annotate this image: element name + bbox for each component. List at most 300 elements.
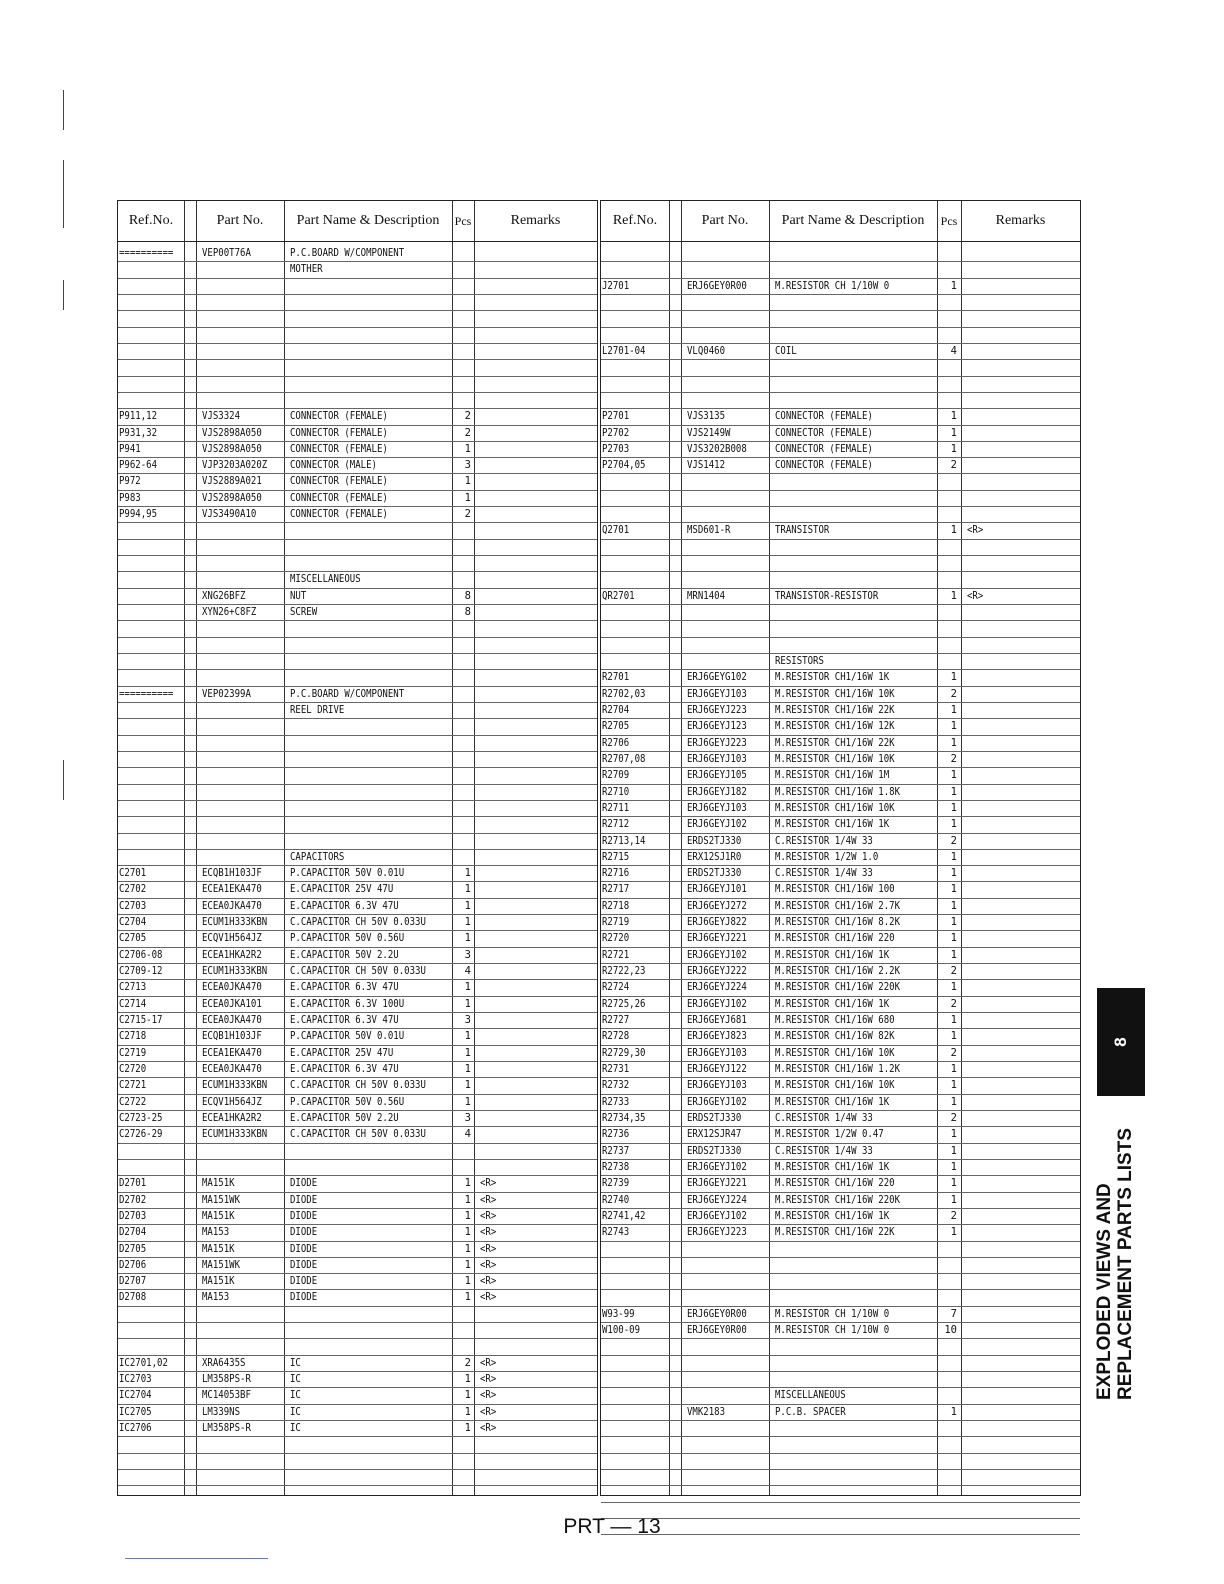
cell-remarks — [967, 784, 1053, 800]
cell-remarks — [480, 865, 566, 881]
cell-desc: CONNECTOR (FEMALE) — [290, 491, 388, 504]
cell-ref — [119, 522, 183, 538]
header-desc: Part Name & Description — [296, 213, 440, 228]
cell-part: MC14053BF — [202, 1389, 251, 1402]
cell-part — [687, 1355, 766, 1371]
cell-desc: CONNECTOR (FEMALE) — [290, 442, 388, 455]
cell-desc: MOTHER — [290, 263, 323, 276]
cell-pcs — [452, 686, 471, 702]
cell-ref — [602, 1241, 667, 1257]
cell-ref — [119, 327, 183, 343]
cell-ref — [119, 539, 183, 555]
cell-part: VJS1412 — [687, 459, 726, 472]
cell-remarks — [480, 816, 566, 832]
cell-desc: P.CAPACITOR 50V 0.01U — [290, 1030, 405, 1043]
cell-desc: C.RESISTOR 1/4W 33 — [775, 1111, 873, 1124]
cell-ref: R2732 — [602, 1079, 630, 1092]
cell-pcs — [452, 359, 471, 375]
cell-pcs — [937, 506, 957, 522]
cell-ref: R2701 — [602, 671, 630, 684]
cell-desc — [775, 1257, 938, 1273]
cell-remarks — [967, 408, 1053, 424]
cell-part — [202, 261, 281, 277]
cell-part — [687, 294, 766, 310]
cell-desc: M.RESISTOR CH 1/10W 0 — [775, 1324, 890, 1337]
cell-remarks — [480, 963, 566, 979]
cell-ref: R2741,42 — [602, 1209, 646, 1222]
cell-part: MA151K — [202, 1275, 235, 1288]
cell-part — [687, 376, 766, 392]
cell-remarks — [967, 1257, 1053, 1273]
cell-remarks — [480, 555, 566, 571]
cell-desc: M.RESISTOR CH1/16W 1K — [775, 1095, 890, 1108]
cell-part: VEP02399A — [202, 687, 251, 700]
cell-part: ERX12SJ1R0 — [687, 850, 742, 863]
cell-ref — [602, 1485, 667, 1501]
cell-remarks — [967, 278, 1053, 294]
cell-pcs — [937, 1420, 957, 1436]
cell-remarks — [480, 539, 566, 555]
cell-pcs: 1 — [464, 883, 471, 896]
cell-desc: P.C.BOARD W/COMPONENT — [290, 247, 405, 259]
cell-remarks — [967, 702, 1053, 718]
cell-ref — [119, 751, 183, 767]
cell-pcs: 1 — [950, 883, 957, 896]
cell-ref — [602, 1273, 667, 1289]
cell-ref — [119, 669, 183, 685]
cell-pcs: 1 — [950, 1128, 957, 1141]
cell-pcs: 2 — [950, 459, 957, 472]
cell-part: ERDS2TJ330 — [687, 1111, 742, 1124]
cell-remarks: <R> — [480, 1291, 497, 1304]
cell-desc — [290, 669, 453, 685]
cell-part: ECEA1EKA470 — [202, 1046, 262, 1059]
cell-part: VLQ0460 — [687, 344, 726, 357]
header-part: Part No. — [701, 213, 749, 228]
cell-part: ECUM1H333KBN — [202, 1079, 268, 1092]
cell-desc — [290, 392, 453, 408]
cell-part: VJS2898A050 — [202, 426, 262, 439]
cell-ref — [119, 1322, 183, 1338]
cell-desc: M.RESISTOR CH1/16W 1K — [775, 671, 890, 684]
cell-part: VJS2898A050 — [202, 491, 262, 504]
cell-pcs — [937, 294, 957, 310]
cell-remarks — [480, 718, 566, 734]
cell-ref: C2706-08 — [119, 948, 163, 961]
header-ref: Ref.No. — [128, 213, 174, 228]
cell-desc: E.CAPACITOR 6.3V 47U — [290, 1063, 399, 1075]
cell-remarks — [967, 849, 1053, 865]
cell-desc — [290, 620, 453, 636]
cell-part: XRA6435S — [202, 1356, 246, 1369]
cell-pcs — [937, 1289, 957, 1305]
header-part: Part No. — [216, 213, 264, 228]
cell-pcs: 1 — [950, 1160, 957, 1173]
cell-desc: M.RESISTOR CH1/16W 10K — [775, 1046, 895, 1059]
cell-desc — [290, 1436, 453, 1452]
cell-ref — [602, 1453, 667, 1469]
cell-remarks — [480, 767, 566, 783]
cell-desc — [775, 1338, 938, 1354]
cell-remarks — [480, 686, 566, 702]
cell-desc: M.RESISTOR CH1/16W 22K — [775, 736, 895, 749]
cell-ref — [119, 816, 183, 832]
parts-table-left — [117, 200, 598, 1496]
cell-ref — [602, 620, 667, 636]
cell-ref: C2723-25 — [119, 1111, 163, 1124]
cell-ref: P972 — [119, 475, 141, 488]
cell-ref: C2709-12 — [119, 965, 163, 978]
cell-pcs — [452, 718, 471, 734]
cell-pcs — [937, 653, 957, 669]
cell-desc: P.C.B. SPACER — [775, 1405, 846, 1418]
cell-ref — [602, 604, 667, 620]
cell-remarks — [480, 1012, 566, 1028]
cell-part — [687, 506, 766, 522]
cell-part — [687, 620, 766, 636]
cell-ref: R2727 — [602, 1014, 630, 1027]
cell-ref — [602, 392, 667, 408]
cell-desc — [290, 359, 453, 375]
cell-desc: CAPACITORS — [290, 850, 345, 863]
cell-desc — [290, 278, 453, 294]
cell-pcs — [452, 620, 471, 636]
cell-pcs — [937, 1469, 957, 1485]
cell-desc: M.RESISTOR CH1/16W 10K — [775, 752, 895, 765]
cell-pcs: 1 — [464, 932, 471, 945]
cell-ref: P983 — [119, 491, 141, 504]
cell-remarks — [480, 310, 566, 326]
cell-ref — [119, 784, 183, 800]
cell-remarks — [967, 327, 1053, 343]
cell-part — [202, 849, 281, 865]
cell-ref — [602, 473, 667, 489]
cell-ref — [602, 490, 667, 506]
cell-ref — [119, 1306, 183, 1322]
cell-ref — [602, 555, 667, 571]
cell-pcs — [452, 1143, 471, 1159]
cell-pcs — [452, 522, 471, 538]
cell-pcs — [937, 555, 957, 571]
cell-remarks — [967, 1224, 1053, 1240]
cell-ref: P2702 — [602, 426, 630, 439]
cell-remarks — [967, 963, 1053, 979]
cell-desc: M.RESISTOR CH1/16W 2.7K — [775, 899, 901, 912]
header-desc: Part Name & Description — [781, 213, 925, 228]
cell-remarks — [480, 702, 566, 718]
cell-part: XYN26+C8FZ — [202, 606, 257, 619]
section-title-line2: REPLACEMENT PARTS LISTS — [1115, 1128, 1136, 1400]
cell-remarks: <R> — [480, 1226, 497, 1239]
cell-pcs — [937, 539, 957, 555]
cell-part: ERDS2TJ330 — [687, 834, 742, 847]
cell-desc: DIODE — [290, 1177, 318, 1190]
cell-part: ERJ6GEYJ223 — [687, 736, 747, 749]
cell-pcs — [452, 735, 471, 751]
cell-pcs: 1 — [464, 1046, 471, 1059]
cell-ref — [119, 294, 183, 310]
cell-remarks — [967, 1094, 1053, 1110]
cell-part — [687, 1387, 766, 1403]
cell-part — [687, 571, 766, 587]
cell-ref: R2731 — [602, 1063, 630, 1075]
cell-remarks — [480, 1436, 566, 1452]
cell-remarks — [967, 539, 1053, 555]
cell-ref — [119, 702, 183, 718]
cell-ref — [119, 1143, 183, 1159]
cell-remarks — [480, 278, 566, 294]
cell-desc: P.CAPACITOR 50V 0.56U — [290, 932, 405, 945]
cell-pcs: 2 — [950, 752, 957, 765]
cell-pcs — [937, 327, 957, 343]
cell-desc — [775, 604, 938, 620]
cell-remarks — [480, 441, 566, 457]
cell-pcs: 1 — [464, 491, 471, 504]
cell-ref — [602, 327, 667, 343]
page-number: PRT — 13 — [563, 1515, 661, 1538]
cell-desc: COIL — [775, 344, 797, 357]
cell-remarks — [480, 800, 566, 816]
cell-desc — [290, 1453, 453, 1469]
cell-part — [202, 1453, 281, 1469]
cell-pcs: 4 — [950, 344, 957, 357]
cell-ref — [119, 1338, 183, 1354]
cell-part — [202, 735, 281, 751]
cell-part — [202, 1306, 281, 1322]
cell-ref — [602, 245, 667, 261]
cell-pcs — [937, 1257, 957, 1273]
cell-pcs — [937, 1371, 957, 1387]
cell-pcs — [452, 343, 471, 359]
cell-remarks — [480, 881, 566, 897]
cell-remarks: <R> — [480, 1242, 497, 1255]
cell-desc — [775, 1485, 938, 1501]
cell-ref: R2704 — [602, 703, 630, 716]
cell-pcs — [452, 294, 471, 310]
cell-pcs: 1 — [950, 1095, 957, 1108]
cell-pcs — [452, 816, 471, 832]
cell-pcs: 2 — [950, 834, 957, 847]
cell-ref: R2716 — [602, 867, 630, 880]
cell-desc: M.RESISTOR CH1/16W 220K — [775, 981, 901, 994]
cell-ref — [119, 1469, 183, 1485]
cell-pcs: 2 — [464, 410, 471, 423]
cell-part: VJS3324 — [202, 410, 241, 423]
cell-remarks — [480, 1061, 566, 1077]
cell-pcs — [937, 1273, 957, 1289]
cell-ref — [119, 571, 183, 587]
cell-pcs — [937, 1436, 957, 1452]
cell-remarks — [967, 359, 1053, 375]
cell-pcs — [937, 473, 957, 489]
cell-ref: P2703 — [602, 442, 630, 455]
cell-remarks — [967, 1077, 1053, 1093]
cell-remarks — [967, 245, 1053, 261]
cell-remarks — [480, 343, 566, 359]
cell-ref — [119, 376, 183, 392]
cell-pcs — [937, 1241, 957, 1257]
cell-pcs: 1 — [464, 899, 471, 912]
cell-part — [202, 833, 281, 849]
cell-remarks — [480, 1159, 566, 1175]
cell-ref: IC2704 — [119, 1389, 152, 1402]
cell-ref: D2705 — [119, 1242, 147, 1255]
cell-desc — [290, 653, 453, 669]
cell-pcs — [452, 1159, 471, 1175]
cell-pcs — [937, 359, 957, 375]
cell-desc — [290, 718, 453, 734]
cell-remarks: <R> — [480, 1258, 497, 1271]
cell-remarks — [967, 751, 1053, 767]
cell-part: VJS3202B008 — [687, 442, 747, 455]
cell-part: LM358PS-R — [202, 1373, 251, 1386]
cell-pcs — [452, 1322, 471, 1338]
cell-pcs: 1 — [950, 1193, 957, 1206]
cell-remarks — [480, 1453, 566, 1469]
cell-ref — [119, 359, 183, 375]
cell-ref — [119, 637, 183, 653]
cell-pcs — [452, 310, 471, 326]
cell-part: ERJ6GEY0R00 — [687, 279, 747, 292]
cell-remarks — [967, 718, 1053, 734]
cell-pcs: 4 — [464, 965, 471, 978]
cell-ref — [602, 261, 667, 277]
cell-remarks — [480, 1338, 566, 1354]
cell-pcs — [452, 261, 471, 277]
cell-remarks — [967, 930, 1053, 946]
cell-remarks: <R> — [480, 1177, 497, 1190]
cell-desc: M.RESISTOR CH1/16W 12K — [775, 720, 895, 733]
cell-remarks — [967, 1273, 1053, 1289]
cell-ref — [119, 849, 183, 865]
cell-ref: C2714 — [119, 997, 147, 1010]
cell-part: ERJ6GEYJ123 — [687, 720, 747, 733]
row-rule — [118, 1485, 597, 1486]
margin-mark — [63, 90, 64, 130]
cell-pcs: 2 — [950, 965, 957, 978]
cell-pcs — [937, 1338, 957, 1354]
cell-desc: M.RESISTOR CH1/16W 1M — [775, 769, 890, 782]
cell-part: ECQB1H103JF — [202, 1030, 262, 1043]
cell-ref: D2701 — [119, 1177, 147, 1190]
cell-desc: C.CAPACITOR CH 50V 0.033U — [290, 1079, 426, 1092]
cell-part: ERJ6GEYJ681 — [687, 1014, 747, 1027]
cell-part — [687, 604, 766, 620]
cell-part: ERJ6GEYJ103 — [687, 687, 747, 700]
header-remarks: Remarks — [995, 213, 1046, 228]
cell-desc: IC — [290, 1405, 301, 1418]
cell-part — [202, 376, 281, 392]
cell-ref: C2719 — [119, 1046, 147, 1059]
cell-part: ECEA0JKA101 — [202, 997, 262, 1010]
cell-pcs — [452, 702, 471, 718]
cell-ref — [119, 310, 183, 326]
cell-pcs: 1 — [950, 948, 957, 961]
cell-ref: J2701 — [602, 279, 630, 292]
cell-ref: R2734,35 — [602, 1111, 646, 1124]
cell-pcs — [452, 1436, 471, 1452]
cell-remarks: <R> — [967, 589, 984, 602]
cell-pcs: 2 — [950, 997, 957, 1010]
cell-pcs: 1 — [950, 1079, 957, 1092]
cell-part: VJS3135 — [687, 410, 726, 423]
cell-desc: M.RESISTOR CH1/16W 1.2K — [775, 1063, 901, 1075]
cell-remarks — [480, 376, 566, 392]
cell-pcs: 1 — [950, 1405, 957, 1418]
cell-remarks — [967, 996, 1053, 1012]
header-pcs: Pcs — [454, 214, 472, 228]
cell-remarks — [967, 555, 1053, 571]
cell-part: ERJ6GEYJ101 — [687, 883, 747, 896]
cell-remarks — [967, 1061, 1053, 1077]
cell-pcs: 1 — [950, 703, 957, 716]
cell-part: ERJ6GEYJ102 — [687, 1160, 747, 1173]
cell-remarks — [480, 1306, 566, 1322]
cell-ref: D2703 — [119, 1209, 147, 1222]
cell-pcs: 1 — [950, 671, 957, 684]
cell-desc: C.CAPACITOR CH 50V 0.033U — [290, 916, 426, 929]
cell-ref — [602, 571, 667, 587]
cell-desc: CONNECTOR (FEMALE) — [775, 410, 873, 423]
cell-ref — [119, 555, 183, 571]
cell-pcs — [937, 376, 957, 392]
cell-ref — [602, 1257, 667, 1273]
table-header — [601, 201, 1080, 242]
cell-ref — [119, 653, 183, 669]
cell-part: MA151K — [202, 1242, 235, 1255]
cell-ref: C2704 — [119, 916, 147, 929]
cell-part: ERJ6GEYJ272 — [687, 899, 747, 912]
cell-pcs — [937, 620, 957, 636]
cell-remarks — [480, 506, 566, 522]
cell-pcs — [937, 604, 957, 620]
cell-ref: Q2701 — [602, 524, 630, 537]
cell-pcs — [937, 392, 957, 408]
cell-part: ECQV1H564JZ — [202, 1095, 262, 1108]
cell-pcs: 1 — [950, 1030, 957, 1043]
cell-part: VEP00T76A — [202, 247, 251, 259]
cell-ref — [119, 1436, 183, 1452]
cell-ref: R2712 — [602, 818, 630, 831]
cell-desc: C.CAPACITOR CH 50V 0.033U — [290, 965, 426, 978]
cell-part — [687, 327, 766, 343]
cell-desc — [775, 1241, 938, 1257]
cell-pcs: 2 — [464, 1356, 471, 1369]
cell-remarks — [967, 816, 1053, 832]
cell-desc: MISCELLANEOUS — [775, 1389, 846, 1402]
cell-part: LM358PS-R — [202, 1422, 251, 1435]
cell-ref — [119, 343, 183, 359]
cell-ref — [602, 1404, 667, 1420]
cell-pcs: 8 — [464, 606, 471, 619]
cell-desc — [775, 294, 938, 310]
cell-remarks — [967, 947, 1053, 963]
cell-remarks — [967, 1045, 1053, 1061]
cell-part — [202, 1322, 281, 1338]
cell-ref: IC2705 — [119, 1405, 152, 1418]
cell-part — [202, 702, 281, 718]
cell-part — [202, 800, 281, 816]
cell-remarks — [967, 1012, 1053, 1028]
cell-desc: M.RESISTOR CH 1/10W 0 — [775, 279, 890, 292]
cell-pcs: 1 — [950, 1177, 957, 1190]
cell-desc: C.RESISTOR 1/4W 33 — [775, 834, 873, 847]
cell-remarks — [967, 1420, 1053, 1436]
cell-pcs: 1 — [464, 1063, 471, 1075]
cell-part — [687, 1273, 766, 1289]
cell-ref: QR2701 — [602, 589, 635, 602]
cell-ref: ========== — [119, 247, 174, 259]
